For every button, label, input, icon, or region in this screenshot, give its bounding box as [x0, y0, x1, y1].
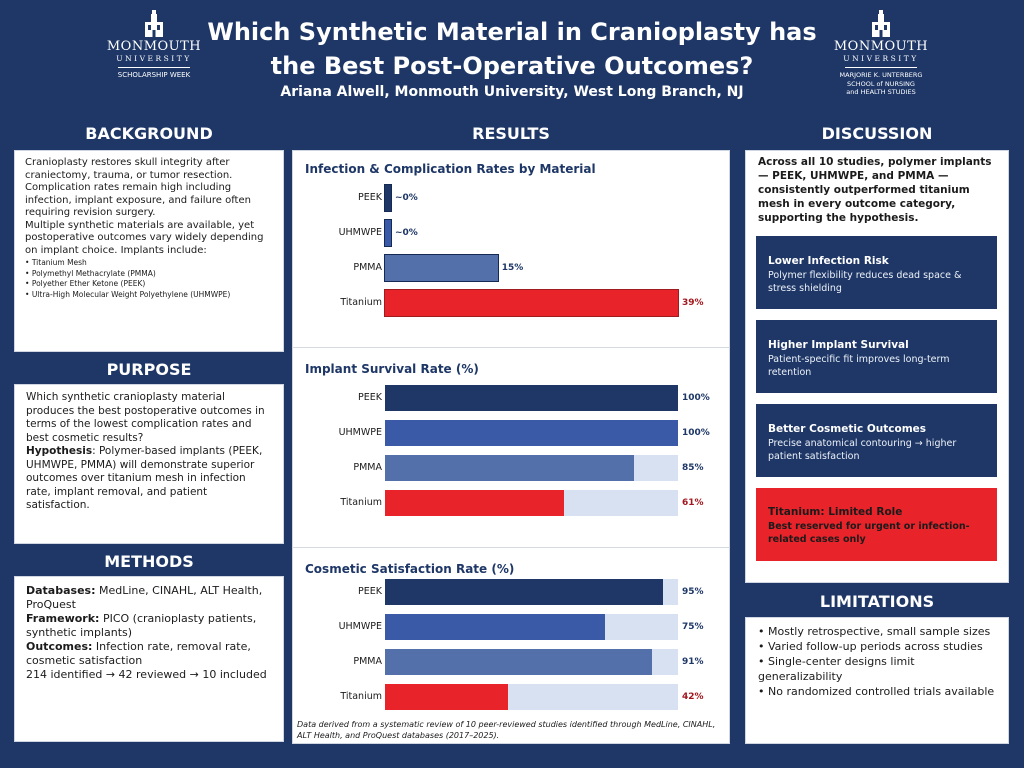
- methods-outcomes: [26, 640, 272, 668]
- logo-sub: UNIVERSITY: [116, 54, 192, 63]
- background-panel: [14, 150, 284, 352]
- data-label: 15%: [501, 263, 524, 273]
- data-label: 75%: [682, 622, 704, 632]
- logo-divider: [118, 67, 190, 68]
- limitations-list: [746, 618, 1008, 705]
- hypothesis-label: Hypothesis: [26, 445, 93, 457]
- category-label: PMMA: [353, 462, 382, 473]
- bar: [385, 579, 663, 605]
- category-label: PMMA: [353, 262, 382, 273]
- list-item: • Polymethyl Methacrylate (PMMA): [25, 269, 273, 280]
- list-item: • Varied follow-up periods across studies: [758, 639, 996, 654]
- databases-label: Databases:: [26, 584, 96, 597]
- bar: [385, 220, 391, 246]
- implant-list: [25, 258, 273, 300]
- data-label: ~0%: [395, 193, 418, 203]
- card-title: Titanium: Limited Role: [768, 506, 903, 518]
- chart-title: Cosmetic Satisfaction Rate (%): [305, 562, 515, 576]
- data-source-footnote: Data derived from a systematic review of 10 peer-reviewed studies identified through MedLine, CINAHL, ALT Health, and ProQuest databases (2017–2025).: [297, 720, 716, 740]
- logo-school-line-3: and HEALTH STUDIES: [846, 88, 916, 96]
- category-label: Titanium: [340, 297, 382, 308]
- data-label: 42%: [682, 692, 704, 702]
- bar: [385, 290, 678, 316]
- data-label: 100%: [682, 393, 710, 403]
- data-label: 91%: [682, 657, 704, 667]
- background-paragraph-2: Multiple synthetic materials are available, yet postoperative outcomes vary widely depending on implant choice. Implants include:: [25, 219, 264, 256]
- category-label: PMMA: [353, 656, 382, 667]
- list-item: • Polyether Ether Ketone (PEEK): [25, 279, 273, 290]
- category-label: PEEK: [358, 392, 382, 403]
- hypothesis: [26, 445, 272, 513]
- logo-sub: UNIVERSITY: [843, 54, 919, 63]
- logo-name: MONMOUTH: [106, 39, 202, 54]
- methods-framework: [26, 612, 272, 640]
- finding-card-cosmetic: [756, 404, 997, 477]
- category-label: UHMWPE: [338, 621, 382, 632]
- category-label: Titanium: [340, 497, 382, 508]
- card-text: Best reserved for urgent or infection-related cases only: [768, 521, 970, 545]
- data-label: 61%: [682, 498, 704, 508]
- logo-school-line-1: MARJORIE K. UNTERBERG: [839, 71, 923, 79]
- finding-card-survival: [756, 320, 997, 393]
- data-label: 95%: [682, 587, 704, 597]
- finding-card-infection: [756, 236, 997, 309]
- discussion-heading: DISCUSSION: [821, 124, 933, 143]
- chart-title: Implant Survival Rate (%): [305, 362, 479, 376]
- bar: [385, 490, 564, 516]
- research-question: Which synthetic cranioplasty material produces the best postoperative outcomes in terms of the lowest complication rates and best cosmetic results?: [26, 391, 265, 444]
- bar: [385, 614, 605, 640]
- bar: [385, 185, 391, 211]
- purpose-heading: PURPOSE: [106, 360, 192, 379]
- hypothesis-text: : Polymer-based implants (PEEK, UHMWPE, PMMA) will demonstrate superior outcomes over titanium mesh in infection rate, implant removal, and patient satisfaction.: [26, 445, 263, 511]
- data-label: ~0%: [395, 228, 418, 238]
- list-item: • No randomized controlled trials available: [758, 684, 996, 699]
- card-title: Higher Implant Survival: [768, 339, 909, 351]
- chart-divider: [292, 347, 730, 348]
- background-paragraph-1: Cranioplasty restores skull integrity after craniectomy, trauma, or tumor resection. Complication rates remain high including infection, implant exposure, and failure often requiring revision surgery.: [25, 157, 251, 218]
- methods-heading: METHODS: [104, 552, 194, 571]
- outcomes-text: Infection rate, removal rate, cosmetic satisfaction: [26, 640, 251, 667]
- logo-school-line-2: SCHOOL of NURSING: [847, 79, 915, 88]
- category-label: PEEK: [358, 586, 382, 597]
- framework-text: PICO (cranioplasty patients, synthetic implants): [26, 612, 257, 639]
- limitations-heading: LIMITATIONS: [819, 592, 935, 611]
- bar: [385, 255, 498, 281]
- bar: [385, 649, 652, 675]
- databases-text: MedLine, CINAHL, ALT Health, ProQuest: [26, 584, 263, 611]
- limitations-panel: [745, 617, 1009, 744]
- list-item: • Single-center designs limit generalizability: [758, 654, 996, 684]
- card-text: Precise anatomical contouring → higher patient satisfaction: [768, 438, 957, 462]
- card-title: Better Cosmetic Outcomes: [768, 423, 927, 435]
- card-text: Patient-specific fit improves long-term retention: [768, 354, 950, 378]
- category-label: UHMWPE: [338, 427, 382, 438]
- data-label: 39%: [682, 298, 704, 308]
- bar: [385, 684, 508, 710]
- data-label: 100%: [682, 428, 710, 438]
- card-title: Lower Infection Risk: [768, 255, 889, 267]
- list-item: • Mostly retrospective, small sample sizes: [758, 624, 996, 639]
- poster-author: Ariana Alwell, Monmouth University, West Long Branch, NJ: [280, 84, 744, 100]
- framework-label: Framework:: [26, 612, 100, 625]
- bar: [385, 420, 678, 446]
- results-heading: RESULTS: [472, 124, 550, 143]
- methods-panel: [14, 576, 284, 742]
- list-item: • Titanium Mesh: [25, 258, 273, 269]
- outcomes-label: Outcomes:: [26, 640, 93, 653]
- logo-monmouth-nursing: [826, 10, 936, 97]
- list-item: • Ultra-High Molecular Weight Polyethylene (UHMWPE): [25, 290, 273, 301]
- chart-title: Infection & Complication Rates by Material: [305, 162, 596, 176]
- card-text: Polymer flexibility reduces dead space & stress shielding: [768, 270, 962, 294]
- category-label: Titanium: [340, 691, 382, 702]
- bar: [385, 455, 634, 481]
- logo-monmouth-scholarship-week: [104, 10, 204, 80]
- category-label: UHMWPE: [338, 227, 382, 238]
- poster-title: Which Synthetic Material in Cranioplasty has the Best Post-Operative Outcomes?: [207, 18, 817, 80]
- logo-tag: SCHOLARSHIP WEEK: [117, 71, 191, 79]
- study-flow: 214 identified → 42 reviewed → 10 included: [26, 668, 267, 681]
- finding-card-titanium: [756, 488, 997, 561]
- background-heading: BACKGROUND: [85, 124, 213, 143]
- purpose-panel: [14, 384, 284, 544]
- logo-divider: [845, 67, 917, 68]
- category-label: PEEK: [358, 192, 382, 203]
- data-label: 85%: [682, 463, 704, 473]
- bar: [385, 385, 678, 411]
- methods-databases: [26, 584, 272, 612]
- building-icon: [870, 10, 892, 38]
- logo-name: MONMOUTH: [833, 39, 929, 54]
- discussion-summary: Across all 10 studies, polymer implants — PEEK, UHMWPE, and PMMA — consistently outperformed titanium mesh in every outcome category, supporting the hypothesis.: [758, 156, 992, 224]
- building-icon: [143, 10, 165, 38]
- chart-divider: [292, 547, 730, 548]
